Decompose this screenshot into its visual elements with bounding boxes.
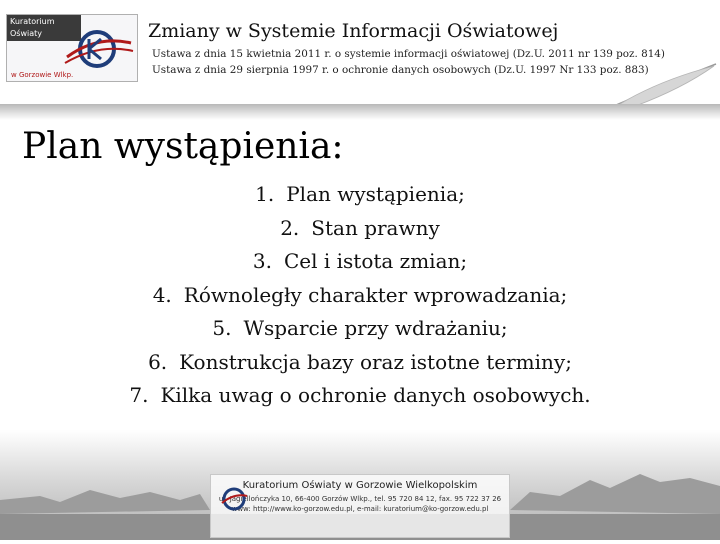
footer-ko-logo-icon bbox=[220, 485, 248, 513]
agenda-number: 5. bbox=[212, 316, 232, 340]
header-divider bbox=[0, 104, 720, 120]
agenda-item bbox=[0, 178, 720, 212]
logo-line2: Oświaty bbox=[10, 29, 43, 38]
ko-emblem-icon bbox=[61, 27, 135, 71]
agenda-item bbox=[0, 346, 720, 380]
agenda-number: 1. bbox=[255, 182, 275, 206]
agenda-text: Wsparcie przy wdrażaniu; bbox=[243, 316, 508, 340]
header-title: Zmiany w Systemie Informacji Oświatowej bbox=[148, 20, 559, 42]
agenda-number: 3. bbox=[252, 249, 272, 273]
agenda-number: 7. bbox=[129, 383, 149, 407]
footer-institution-name: Kuratorium Oświaty w Gorzowie Wielkopolskim bbox=[242, 480, 478, 491]
law-reference-2: Ustawa z dnia 29 sierpnia 1997 r. o ochronie danych osobowych (Dz.U. 1997 Nr 133 poz. 883) bbox=[152, 64, 649, 76]
agenda-item bbox=[0, 379, 720, 413]
agenda-item bbox=[0, 245, 720, 279]
footer-address: ul. Jagiellończyka 10, 66-400 Gorzów Wlkp., tel. 95 720 84 12, fax. 95 722 37 26 bbox=[218, 495, 502, 503]
agenda-text: Konstrukcja bazy oraz istotne terminy; bbox=[179, 349, 572, 374]
agenda-text: Stan prawny bbox=[311, 215, 440, 240]
logo-line1: Kuratorium bbox=[10, 17, 55, 26]
agenda-text: Cel i istota zmian; bbox=[283, 249, 468, 273]
logo-location: w Gorzowie Wlkp. bbox=[11, 71, 74, 79]
agenda-item bbox=[0, 212, 720, 246]
agenda-item bbox=[0, 279, 720, 313]
agenda-text: Plan wystąpienia; bbox=[286, 182, 465, 206]
slide-title: Plan wystąpienia: bbox=[22, 126, 344, 167]
agenda-text: Równoległy charakter wprowadzania; bbox=[183, 282, 568, 307]
agenda-text: Kilka uwag o ochronie danych osobowych. bbox=[160, 383, 591, 407]
agenda-item bbox=[0, 312, 720, 346]
agenda-number: 6. bbox=[148, 349, 168, 374]
agenda-number: 2. bbox=[280, 215, 300, 240]
footer-contact-card bbox=[210, 474, 510, 538]
footer-web-email: www: http://www.ko-gorzow.edu.pl, e-mail: kuratorium@ko-gorzow.edu.pl bbox=[231, 505, 489, 513]
slide-header bbox=[0, 0, 720, 110]
agenda-list bbox=[0, 178, 720, 413]
law-reference-1: Ustawa z dnia 15 kwietnia 2011 r. o systemie informacji oświatowej (Dz.U. 2011 nr 139 poz. 814) bbox=[152, 48, 665, 60]
agenda-number: 4. bbox=[152, 282, 172, 307]
kuratorium-logo bbox=[6, 14, 138, 82]
